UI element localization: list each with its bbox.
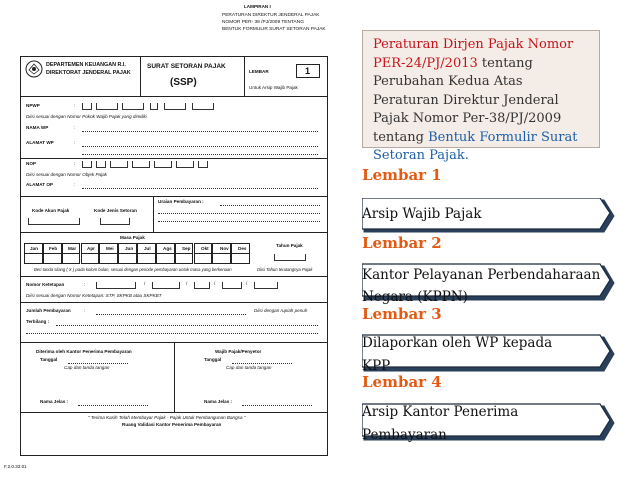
nama-jelas-label-left: Nama Jelas : xyxy=(40,399,69,404)
lembar-2-bar[interactable] xyxy=(362,256,616,310)
terbilang-field[interactable] xyxy=(56,325,318,326)
uraian-field[interactable] xyxy=(220,205,320,206)
tanggal-field-right[interactable] xyxy=(232,363,292,364)
lampiran-label: LAMPIRAN I xyxy=(244,4,271,9)
diterima-title: Diterima oleh Kantor Penerima Pembayaran xyxy=(36,349,132,354)
cap-note-left: Cap dan tanda tangan xyxy=(64,365,110,370)
regulation-number: Peraturan Dirjen Pajak Nomor PER-24/PJ/2013 xyxy=(373,37,574,71)
lembar-2-title: Lembar 2 xyxy=(362,234,442,252)
nama-jelas-field-left[interactable] xyxy=(78,405,148,406)
alamat-wp-label: ALAMAT WP xyxy=(26,140,54,145)
month-okt[interactable]: Okt xyxy=(201,246,209,251)
month-mei[interactable]: Mei xyxy=(106,246,114,251)
form-code: F.2.0.32.01 xyxy=(4,464,27,469)
month-checkbox[interactable] xyxy=(194,253,213,264)
month-apr[interactable]: Apr xyxy=(87,246,95,251)
tanggal-label-left: Tanggal xyxy=(40,357,58,362)
ssp-form-scan: LAMPIRAN I PERATURAN DIREKTUR JENDERAL PAJAK NOMOR PER- 38 /PJ/2009 TENTANG BENTUK FORMULIR SURAT SETORAN PAJAK DEPARTEMEN KEUANGAN R.I. DIREKTORAT JENDERAL PAJAK SURAT SETORAN PAJAK (SSP) LEMBAR 1 Untuk Arsip Wajib Pajak NPWP : Diisi sesuai dengan Nomor Pokok Wajib Pajak yang dimiliki NAMA WP : ALAMAT WP : NOP : Diisi sesuai dengan Nomor Objek Pajak ALAMAT OP : Kode Akun Pajak Kode Jenis Setoran Uraian Pembayaran : Masa Pajak Tahun Pajak Jan Feb Mar Apr Mei Jun Jul Ags Sep Okt Nov Des Beri tanda silang ( X ) pada kolom bulan, sesuai dengan periode pembayaran untuk masa yang berkenaan Diisi Tahun terutangnya Pajak Nomor Ketetapan : / / / / Diisi sesuai dengan Nomor Ketetapan: STP, SKPKB atau SKPKBT Jumlah Pembayaran : Diisi dengan rupiah penuh Terbilang : Diterima oleh Kantor Penerima Pembayaran Wajib Pajak/Penyetor Tanggal Tanggal Cap dan tanda tangan Cap dan tanda tangan Nama Jelas : Nama Jelas : " Terima Kasih Telah Membayar Pajak - Pajak Untuk Pembangunan Bangsa " Ruang Validasi Kantor Penerima Pembayaran F.2.0.32.01 xyxy=(0,0,338,479)
lembar-1-line-1: Arsip Wajib Pajak xyxy=(362,206,482,222)
lembar-purpose: Untuk Arsip Wajib Pajak xyxy=(249,85,298,90)
wajib-pajak-title: Wajib Pajak/Penyetor xyxy=(215,349,262,354)
tanggal-label-right: Tanggal xyxy=(204,357,222,362)
nama-jelas-field-right[interactable] xyxy=(242,405,312,406)
lembar-1-bar[interactable] xyxy=(362,198,616,234)
month-checkbox[interactable] xyxy=(137,253,156,264)
regulation-note-box xyxy=(362,30,600,163)
uraian-field-line-2[interactable] xyxy=(158,213,320,214)
lembar-3-line-1: Dilaporkan oleh WP kepada xyxy=(362,335,553,351)
month-checkbox[interactable] xyxy=(212,253,231,264)
month-jul[interactable]: Jul xyxy=(144,246,151,251)
npwp-input[interactable] xyxy=(82,103,302,111)
footer-validasi: Ruang Validasi Kantor Penerima Pembayaran xyxy=(122,422,222,427)
month-checkbox[interactable] xyxy=(156,253,175,264)
kode-akun-input[interactable] xyxy=(28,218,88,226)
month-ags[interactable]: Ags xyxy=(163,246,172,251)
lembar-label: LEMBAR xyxy=(249,69,269,74)
lembar-number: 1 xyxy=(305,66,311,76)
month-checkbox[interactable] xyxy=(43,253,62,264)
npwp-label: NPWP xyxy=(26,103,40,108)
month-checkbox[interactable] xyxy=(24,253,43,264)
nama-wp-field[interactable] xyxy=(82,131,318,132)
jumlah-pembayaran-label: Jumlah Pembayaran xyxy=(26,308,71,313)
kode-jenis-input[interactable] xyxy=(100,218,140,226)
month-nov[interactable]: Nov xyxy=(220,246,229,251)
regulation-header-line-3: BENTUK FORMULIR SURAT SETORAN PAJAK xyxy=(222,27,326,32)
lembar-3-bar[interactable] xyxy=(362,327,616,379)
terbilang-field-line-2[interactable] xyxy=(26,333,318,334)
alamat-op-field[interactable] xyxy=(82,188,318,189)
lembar-4-line-1: Arsip Kantor Penerima xyxy=(362,404,519,420)
cap-note-right: Cap dan tanda tangan xyxy=(226,365,272,370)
lembar-4-line-2: Pembayaran xyxy=(362,427,447,443)
garuda-logo-icon xyxy=(25,60,43,78)
tahun-pajak-label: Tahun Pajak xyxy=(276,243,303,248)
terbilang-label: Terbilang : xyxy=(26,319,50,324)
lembar-4-title: Lembar 4 xyxy=(362,373,442,391)
lembar-4-bar[interactable] xyxy=(362,396,616,448)
nomor-ketetapan-label: Nomor Ketetapan xyxy=(26,282,65,287)
alamat-op-label: ALAMAT OP xyxy=(26,182,53,187)
month-jan[interactable]: Jan xyxy=(30,246,38,251)
nama-jelas-label-right: Nama Jelas : xyxy=(204,399,233,404)
footer-quote: " Terima Kasih Telah Membayar Pajak - Pajak Untuk Pembangunan Bangsa " xyxy=(88,415,246,420)
tanggal-field-left[interactable] xyxy=(68,363,128,364)
tahun-pajak-input[interactable] xyxy=(268,254,318,262)
form-title-abbr: (SSP) xyxy=(170,77,197,88)
tahun-pajak-note: Diisi Tahun terutangnya Pajak xyxy=(257,267,313,272)
month-feb[interactable]: Feb xyxy=(49,246,58,251)
masa-pajak-grid xyxy=(24,243,250,265)
masa-pajak-label: Masa Pajak xyxy=(120,235,145,240)
month-checkbox[interactable] xyxy=(175,253,194,264)
uraian-label: Uraian Pembayaran : xyxy=(158,199,204,204)
lembar-2-line-1: Kantor Pelayanan Perbendaharaan xyxy=(362,267,601,283)
regulation-header-line-2: NOMOR PER- 38 /PJ/2009 TENTANG xyxy=(222,20,304,25)
kode-jenis-label: Kode Jenis Setoran xyxy=(94,208,137,213)
month-checkbox[interactable] xyxy=(99,253,118,264)
alamat-wp-field-line-2[interactable] xyxy=(82,154,318,155)
nop-note: Diisi sesuai dengan Nomor Objek Pajak xyxy=(26,172,107,177)
regulation-form-name: Bentuk Formulir Surat Setoran Pajak. xyxy=(373,129,578,163)
lembar-2-line-2: Negara (KPPN) xyxy=(362,289,468,305)
nop-label: NOP xyxy=(26,161,36,166)
nomor-ketetapan-input[interactable]: / / / / xyxy=(96,282,296,290)
month-checkbox[interactable] xyxy=(118,253,137,264)
month-checkbox[interactable] xyxy=(231,253,250,264)
alamat-wp-field[interactable] xyxy=(82,146,318,147)
kode-akun-label: Kode Akun Pajak xyxy=(32,208,70,213)
jumlah-pembayaran-field[interactable] xyxy=(96,314,246,315)
npwp-note: Diisi sesuai dengan Nomor Pokok Wajib Pajak yang dimiliki xyxy=(26,114,147,119)
month-des[interactable]: Des xyxy=(238,246,247,251)
angka-note: Diisi dengan rupiah penuh xyxy=(254,308,308,313)
ketetapan-note: Diisi sesuai dengan Nomor Ketetapan: STP, SKPKB atau SKPKBT xyxy=(26,293,162,298)
dept-name: DEPARTEMEN KEUANGAN R.I. xyxy=(46,62,126,68)
uraian-field-line-3[interactable] xyxy=(158,221,320,222)
lembar-3-line-2: KPP xyxy=(362,358,391,374)
month-checkbox[interactable] xyxy=(81,253,100,264)
regulation-header-line-1: PERATURAN DIREKTUR JENDERAL PAJAK xyxy=(222,13,320,18)
lembar-3-title: Lembar 3 xyxy=(362,305,442,323)
month-checkbox[interactable] xyxy=(62,253,81,264)
nop-input[interactable] xyxy=(82,161,312,169)
form-title: SURAT SETORAN PAJAK xyxy=(147,63,226,70)
regulation-subject: tentang Perubahan Kedua Atas Peraturan Direktur Jenderal Pajak Nomor Per-38/PJ/2009 tentang xyxy=(373,55,562,145)
month-sep[interactable]: Sep xyxy=(182,246,191,251)
lembar-1-title: Lembar 1 xyxy=(362,166,442,184)
masa-pajak-note: Beri tanda silang ( X ) pada kolom bulan, sesuai dengan periode pembayaran untuk masa yang berkenaan xyxy=(34,267,232,272)
month-mar[interactable]: Mar xyxy=(68,246,77,251)
nama-wp-label: NAMA WP xyxy=(26,125,49,130)
directorate-name: DIREKTORAT JENDERAL PAJAK xyxy=(46,70,131,76)
month-jun[interactable]: Jun xyxy=(125,246,134,251)
